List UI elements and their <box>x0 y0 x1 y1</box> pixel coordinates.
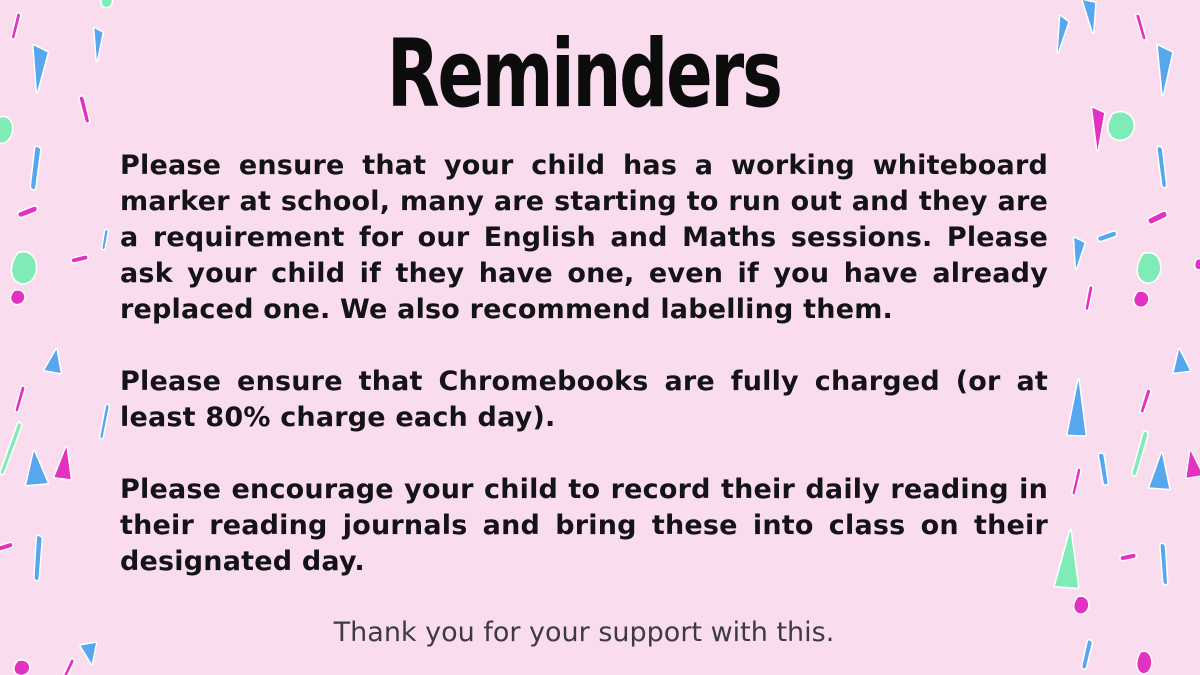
confetti-piece <box>97 402 113 440</box>
confetti-piece <box>0 115 16 147</box>
confetti-piece <box>1155 542 1172 587</box>
confetti-piece <box>1067 236 1088 271</box>
confetti-piece <box>1170 347 1192 374</box>
confetti-piece <box>1194 259 1200 270</box>
confetti-piece <box>1093 451 1113 487</box>
confetti-piece <box>1053 526 1084 591</box>
closing-thanks-text: Thank you for your support with this. <box>333 617 835 648</box>
confetti-piece <box>1152 144 1171 189</box>
confetti-piece <box>1144 207 1171 230</box>
confetti-piece <box>24 43 52 95</box>
confetti-piece <box>28 534 47 583</box>
confetti-piece <box>0 540 15 555</box>
confetti-piece <box>60 657 78 675</box>
confetti-piece <box>1132 12 1149 42</box>
confetti-piece <box>1072 596 1090 615</box>
confetti-piece <box>1102 109 1139 144</box>
confetti-piece <box>1050 14 1072 55</box>
confetti-piece <box>99 228 111 250</box>
confetti-piece <box>1132 291 1150 308</box>
confetti-piece <box>24 144 46 192</box>
slide-content <box>120 0 1048 649</box>
confetti-piece <box>15 203 41 222</box>
reminder-paragraph-chromebooks: Please ensure that Chromebooks are fully charged (or at least 80% charge each day). <box>120 366 1048 433</box>
confetti-piece <box>1066 377 1089 439</box>
confetti-piece <box>69 252 90 266</box>
confetti-piece <box>8 251 39 286</box>
confetti-piece <box>90 27 105 63</box>
confetti-piece <box>75 94 95 125</box>
confetti-piece <box>11 384 28 414</box>
confetti-piece <box>1150 43 1177 97</box>
slide-title <box>120 20 1048 129</box>
reminder-paragraph-reading-journals: Please encourage your child to record their daily reading in their reading journals and bring these into class on their designated day. <box>120 474 1048 577</box>
reminder-paragraph-whiteboard-markers: Please ensure that your child has a working whiteboard marker at school, many are starting to run out and they are a requirement for our English and Maths sessions. Please ask your child if they have one, even if you have already replaced one. We also recommend labelling them. <box>120 150 1048 325</box>
confetti-piece <box>1148 450 1174 491</box>
slide-title-text: Reminders <box>387 20 781 129</box>
confetti-piece <box>43 347 66 375</box>
confetti-piece <box>1181 448 1200 480</box>
confetti-piece <box>1135 651 1153 675</box>
confetti-piece <box>1077 638 1098 671</box>
confetti-piece <box>1134 252 1163 285</box>
confetti-piece <box>1118 551 1137 564</box>
confetti-piece <box>12 660 31 675</box>
confetti-piece <box>1095 228 1119 246</box>
confetti-piece <box>8 11 24 41</box>
confetti-piece <box>21 448 49 487</box>
confetti-piece <box>1082 284 1097 311</box>
confetti-piece <box>100 0 113 8</box>
confetti-piece <box>1136 387 1154 415</box>
confetti-piece <box>9 290 26 305</box>
confetti-piece <box>79 642 101 667</box>
confetti-piece <box>1069 466 1084 496</box>
confetti-piece <box>1079 0 1102 35</box>
confetti-piece <box>53 444 76 481</box>
